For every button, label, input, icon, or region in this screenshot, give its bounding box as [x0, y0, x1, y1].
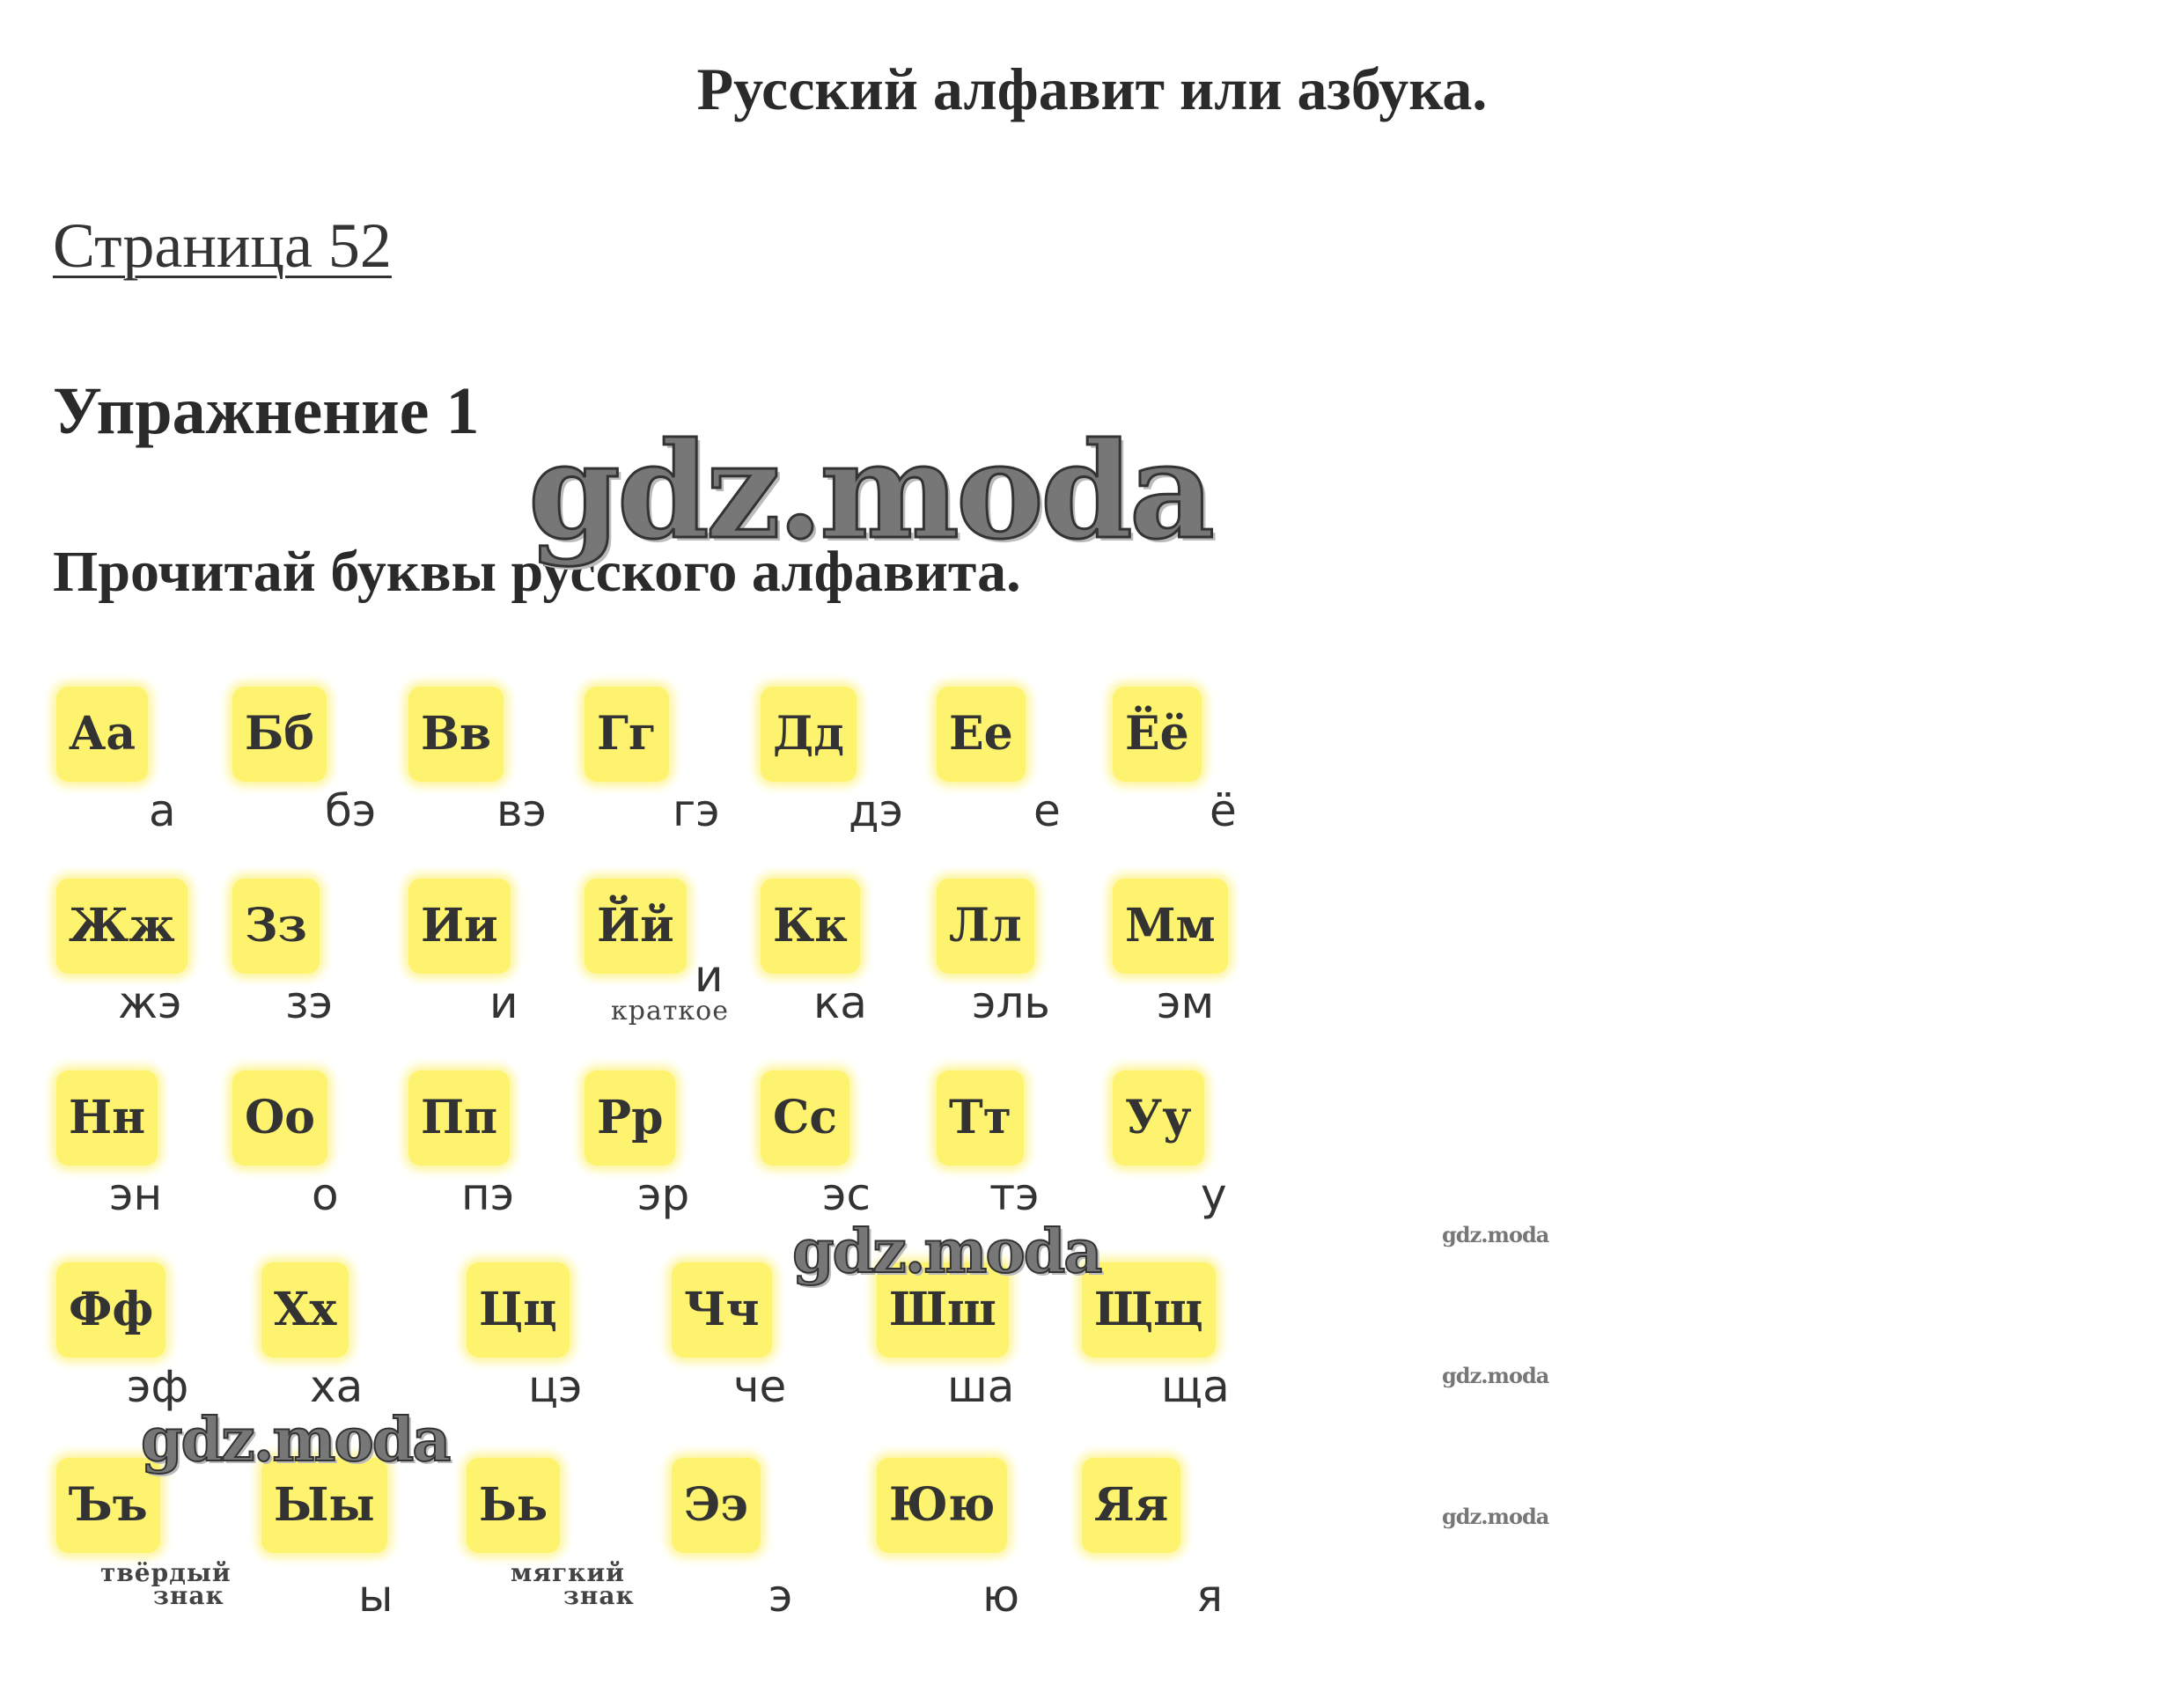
letter-card — [56, 879, 232, 1037]
letter-glyph: Дд — [761, 687, 857, 782]
letter-name: у — [1201, 1169, 1227, 1220]
letter-glyph: Ее — [937, 687, 1026, 782]
letter-glyph: Уу — [1113, 1071, 1204, 1166]
letter-glyph: Яя — [1082, 1458, 1180, 1553]
letter-card — [408, 1071, 585, 1229]
letter-card — [877, 1458, 1053, 1622]
letter-card — [232, 1071, 408, 1229]
letter-card — [232, 687, 408, 845]
letter-name: а — [149, 785, 176, 836]
letter-name: ща — [1161, 1361, 1230, 1412]
letter-card — [1113, 879, 1289, 1037]
letter-glyph: Бб — [232, 687, 327, 782]
letter-card — [1082, 1458, 1258, 1622]
letter-name: эр — [637, 1169, 690, 1220]
letter-name: э — [768, 1571, 793, 1622]
letter-name: ё — [1210, 785, 1237, 836]
letter-card — [1082, 1262, 1258, 1421]
letter-glyph: Гг — [585, 687, 669, 782]
watermark-medium: gdz.moda — [792, 1217, 1101, 1287]
letter-name: эс — [822, 1169, 871, 1220]
watermark-small-3: gdz.moda — [1442, 1504, 1549, 1529]
letter-card — [261, 1262, 438, 1421]
letter-glyph: Фф — [56, 1262, 165, 1358]
letter-glyph: Цц — [467, 1262, 570, 1358]
page-number-label: Страница 52 — [53, 210, 392, 281]
letter-card — [761, 879, 937, 1037]
exercise-instruction: Прочитай буквы русского алфавита. — [53, 540, 1021, 604]
letter-card — [937, 1071, 1113, 1229]
letter-name-extra: знак — [153, 1581, 224, 1610]
letter-name: эф — [127, 1361, 189, 1412]
letter-glyph: Тт — [937, 1071, 1024, 1166]
letter-name: ы — [358, 1571, 393, 1622]
exercise-heading: Упражнение 1 — [53, 374, 480, 448]
letter-card — [467, 1262, 643, 1421]
letter-glyph: Ыы — [261, 1458, 387, 1553]
letter-card — [585, 1071, 761, 1229]
letter-glyph: Юю — [877, 1458, 1007, 1553]
letter-name: жэ — [118, 977, 182, 1028]
page-title: Русский алфавит или азбука. — [696, 55, 1488, 122]
letter-card — [1113, 1071, 1289, 1229]
letter-name-extra: знак — [563, 1581, 635, 1610]
letter-card — [56, 1071, 232, 1229]
letter-card — [56, 1262, 232, 1421]
letter-card — [408, 879, 585, 1037]
letter-glyph: Сс — [761, 1071, 849, 1166]
letter-glyph: Нн — [56, 1071, 158, 1166]
letter-name: о — [312, 1169, 339, 1220]
letter-name: ха — [310, 1361, 364, 1412]
watermark-medium-2: gdz.moda — [141, 1405, 450, 1475]
watermark-large: gdz.moda — [528, 414, 1212, 569]
letter-card — [261, 1458, 438, 1622]
letter-name: дэ — [849, 785, 904, 836]
letter-name: зэ — [285, 977, 334, 1028]
letter-name: твёрдый — [100, 1558, 232, 1587]
letter-name: эль — [972, 977, 1050, 1028]
letter-card — [232, 879, 408, 1037]
letter-glyph: Щщ — [1082, 1262, 1216, 1358]
alphabet-row — [56, 687, 1254, 863]
letter-card — [761, 687, 937, 845]
letter-glyph: Рр — [585, 1071, 675, 1166]
letter-glyph: Лл — [937, 879, 1034, 974]
letter-card — [937, 879, 1113, 1037]
letter-name: ша — [947, 1361, 1015, 1412]
letter-glyph: Аа — [56, 687, 148, 782]
letter-glyph: Мм — [1113, 879, 1228, 974]
letter-card — [408, 687, 585, 845]
letter-name: бэ — [325, 785, 377, 836]
letter-card — [56, 1458, 232, 1616]
letter-card — [467, 1458, 643, 1616]
letter-card — [585, 879, 761, 1037]
letter-glyph: Жж — [56, 879, 188, 974]
letter-glyph: Зз — [232, 879, 320, 974]
letter-glyph: Чч — [672, 1262, 772, 1358]
letter-name: цэ — [528, 1361, 583, 1412]
watermark-small-2: gdz.moda — [1442, 1363, 1549, 1388]
letter-name: вэ — [496, 785, 547, 836]
letter-glyph: Вв — [408, 687, 504, 782]
letter-glyph: Ёё — [1113, 687, 1202, 782]
letter-glyph: Ии — [408, 879, 511, 974]
alphabet-grid — [56, 687, 1254, 1629]
letter-glyph: Ээ — [672, 1458, 761, 1553]
letter-name: и — [489, 977, 518, 1028]
letter-name: гэ — [673, 785, 720, 836]
letter-glyph: Хх — [261, 1262, 349, 1358]
letter-name: я — [1196, 1571, 1224, 1622]
letter-name: е — [1033, 785, 1061, 836]
letter-glyph: Шш — [877, 1262, 1009, 1358]
letter-name-extra: краткое — [611, 996, 730, 1026]
alphabet-row — [56, 1458, 1254, 1634]
letter-glyph: Пп — [408, 1071, 510, 1166]
letter-name: эн — [109, 1169, 163, 1220]
letter-glyph: Оо — [232, 1071, 327, 1166]
letter-name: пэ — [461, 1169, 515, 1220]
alphabet-row — [56, 879, 1254, 1055]
letter-card — [585, 687, 761, 845]
letter-name: мягкий — [511, 1558, 625, 1587]
letter-card — [1113, 687, 1289, 845]
letter-glyph: Ьь — [467, 1458, 560, 1553]
letter-card — [56, 687, 232, 845]
letter-glyph: Ъъ — [56, 1458, 160, 1553]
letter-glyph: Кк — [761, 879, 860, 974]
letter-name: эм — [1157, 977, 1215, 1028]
watermark-small-1: gdz.moda — [1442, 1222, 1549, 1247]
letter-name: и — [695, 951, 724, 1002]
letter-name: че — [733, 1361, 787, 1412]
letter-card — [761, 1071, 937, 1229]
letter-name: тэ — [989, 1169, 1040, 1220]
letter-glyph: Йй — [585, 879, 687, 974]
letter-name: ка — [813, 977, 867, 1028]
letter-card — [937, 687, 1113, 845]
letter-card — [672, 1458, 848, 1622]
letter-name: ю — [982, 1571, 1020, 1622]
